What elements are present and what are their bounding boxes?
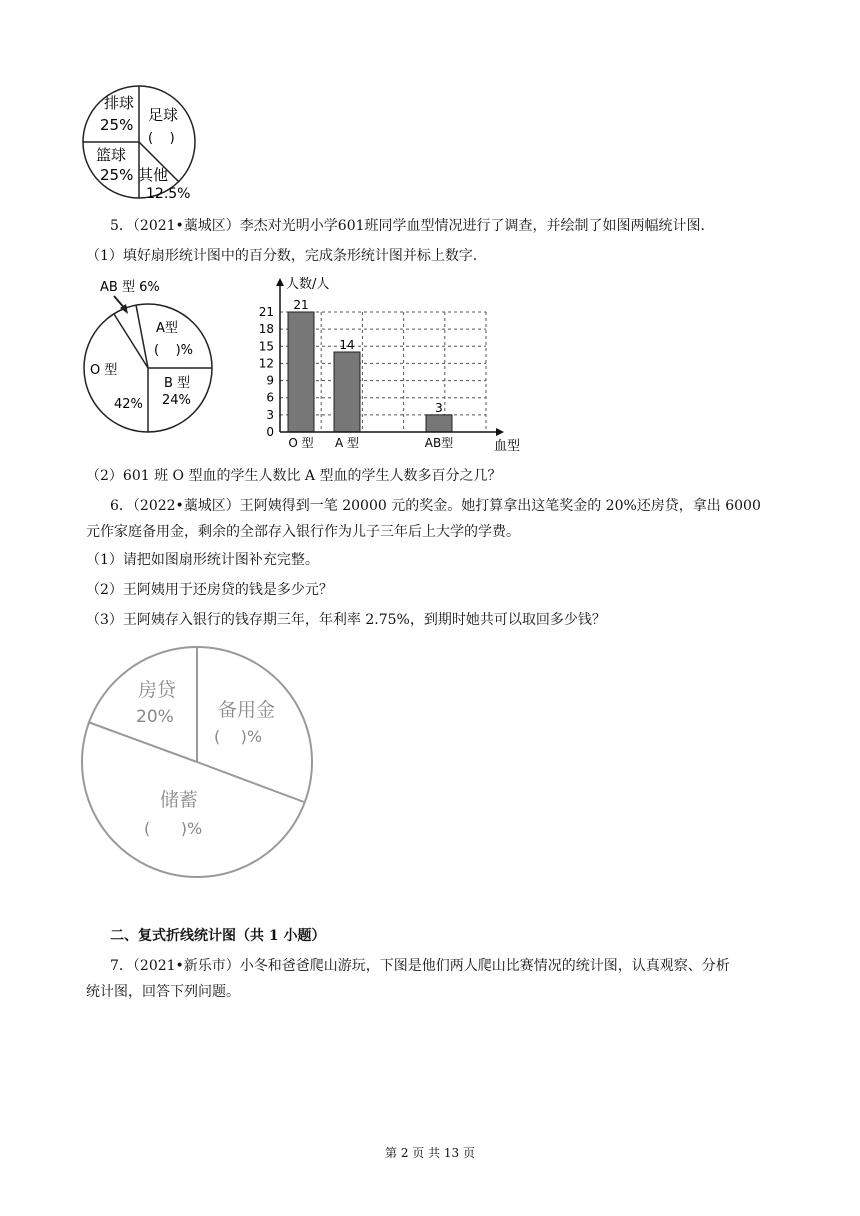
y-axis-arrow (276, 278, 284, 286)
q6-part1: （1）请把如图扇形统计图补充完整。 (86, 552, 319, 568)
money-label-reserve: 备用金 (218, 699, 276, 721)
bar-value-label: 21 (293, 298, 309, 312)
y-tick-label: 6 (266, 390, 274, 405)
x-category-label: O 型 (288, 436, 314, 450)
bar-chart-x-axis-label: 血型 (494, 439, 521, 454)
money-label-savings: 储蓄 (160, 789, 199, 811)
q5-part2: （2）601 班 O 型血的学生人数比 A 型血的学生人数多百分之几？ (86, 468, 502, 484)
bonus-allocation-pie-chart (78, 638, 318, 888)
q6-stem-line2: 元作家庭备用金，剩余的全部存入银行作为儿子三年后上大学的学费。 (86, 524, 520, 540)
sports-pct-other: 12.5% (146, 186, 191, 202)
blood-pct-b: 24% (162, 393, 191, 408)
money-pct-savings: ( )% (144, 819, 203, 838)
bar (334, 352, 360, 432)
q5-stem: 5．（2021•藁城区）李杰对光明小学601班同学血型情况进行了调查，并绘制了如图两幅统计图． (110, 218, 715, 234)
page-footer: 第 2 页 共 13 页 (385, 1146, 475, 1160)
bar (426, 415, 452, 432)
q6-part2: （2）王阿姨用于还房贷的钱是多少元？ (86, 582, 333, 598)
money-pct-reserve: ( )% (214, 727, 263, 746)
q6-stem-line1: 6．（2022•藁城区）王阿姨得到一笔 20000 元的奖金。她打算拿出这笔奖金的 20%还房贷，拿出 6000 (110, 498, 761, 514)
bar-value-label: 3 (435, 400, 443, 415)
x-category-label: AB型 (424, 436, 454, 450)
blood-label-a: A型 (156, 321, 178, 336)
blood-label-b: B 型 (164, 376, 191, 391)
y-tick-label: 18 (258, 322, 274, 337)
blood-label-ab: AB 型 6% (100, 280, 160, 295)
blood-label-o: O 型 (90, 363, 118, 378)
y-tick-label: 3 (266, 407, 274, 422)
money-pie-divider-reserve-savings (197, 762, 304, 802)
sports-pct-basketball: 25% (100, 166, 134, 184)
x-axis-arrow (496, 428, 504, 436)
sports-pct-football: ( ) (148, 131, 175, 146)
q6-part3: （3）王阿姨存入银行的钱存期三年，年利率 2.75%，到期时她共可以取回多少钱？ (86, 612, 606, 628)
y-tick-label: 21 (258, 305, 274, 319)
blood-pct-a: ( )% (154, 343, 194, 358)
blood-type-pie-chart (80, 274, 230, 440)
x-category-label: A 型 (334, 436, 360, 450)
sports-label-other: 其他 (138, 166, 169, 184)
y-tick-label: 12 (258, 356, 274, 371)
bar-chart-y-axis-label: 人数/人 (286, 277, 330, 292)
y-tick-label: 9 (266, 373, 274, 388)
money-label-house: 房贷 (138, 679, 177, 701)
bar-value-label: 14 (339, 338, 355, 352)
money-pct-house: 20% (136, 707, 174, 727)
sports-pie-chart (80, 82, 200, 204)
section-2-heading: 二、复式折线统计图（共 1 小题） (110, 928, 326, 944)
q7-line2: 统计图，回答下列问题。 (86, 984, 240, 1000)
sports-pct-volleyball: 25% (100, 116, 134, 134)
blood-type-bar-chart (256, 274, 546, 458)
sports-label-volleyball: 排球 (104, 94, 135, 112)
money-pie-divider-house-savings (88, 722, 197, 762)
q5-part1: （1）填好扇形统计图中的百分数，完成条形统计图并标上数字． (86, 248, 487, 264)
bar (288, 312, 314, 432)
q7-line1: 7．（2021•新乐市）小冬和爸爸爬山游玩，下图是他们两人爬山比赛情况的统计图，认真观察、分析 (110, 958, 730, 974)
blood-pct-o: 42% (114, 397, 143, 412)
y-tick-label: 15 (258, 339, 274, 354)
sports-label-football: 足球 (148, 106, 179, 124)
bar-chart-bars (288, 298, 452, 432)
y-tick-label: 0 (266, 425, 274, 439)
sports-label-basketball: 篮球 (96, 146, 127, 164)
